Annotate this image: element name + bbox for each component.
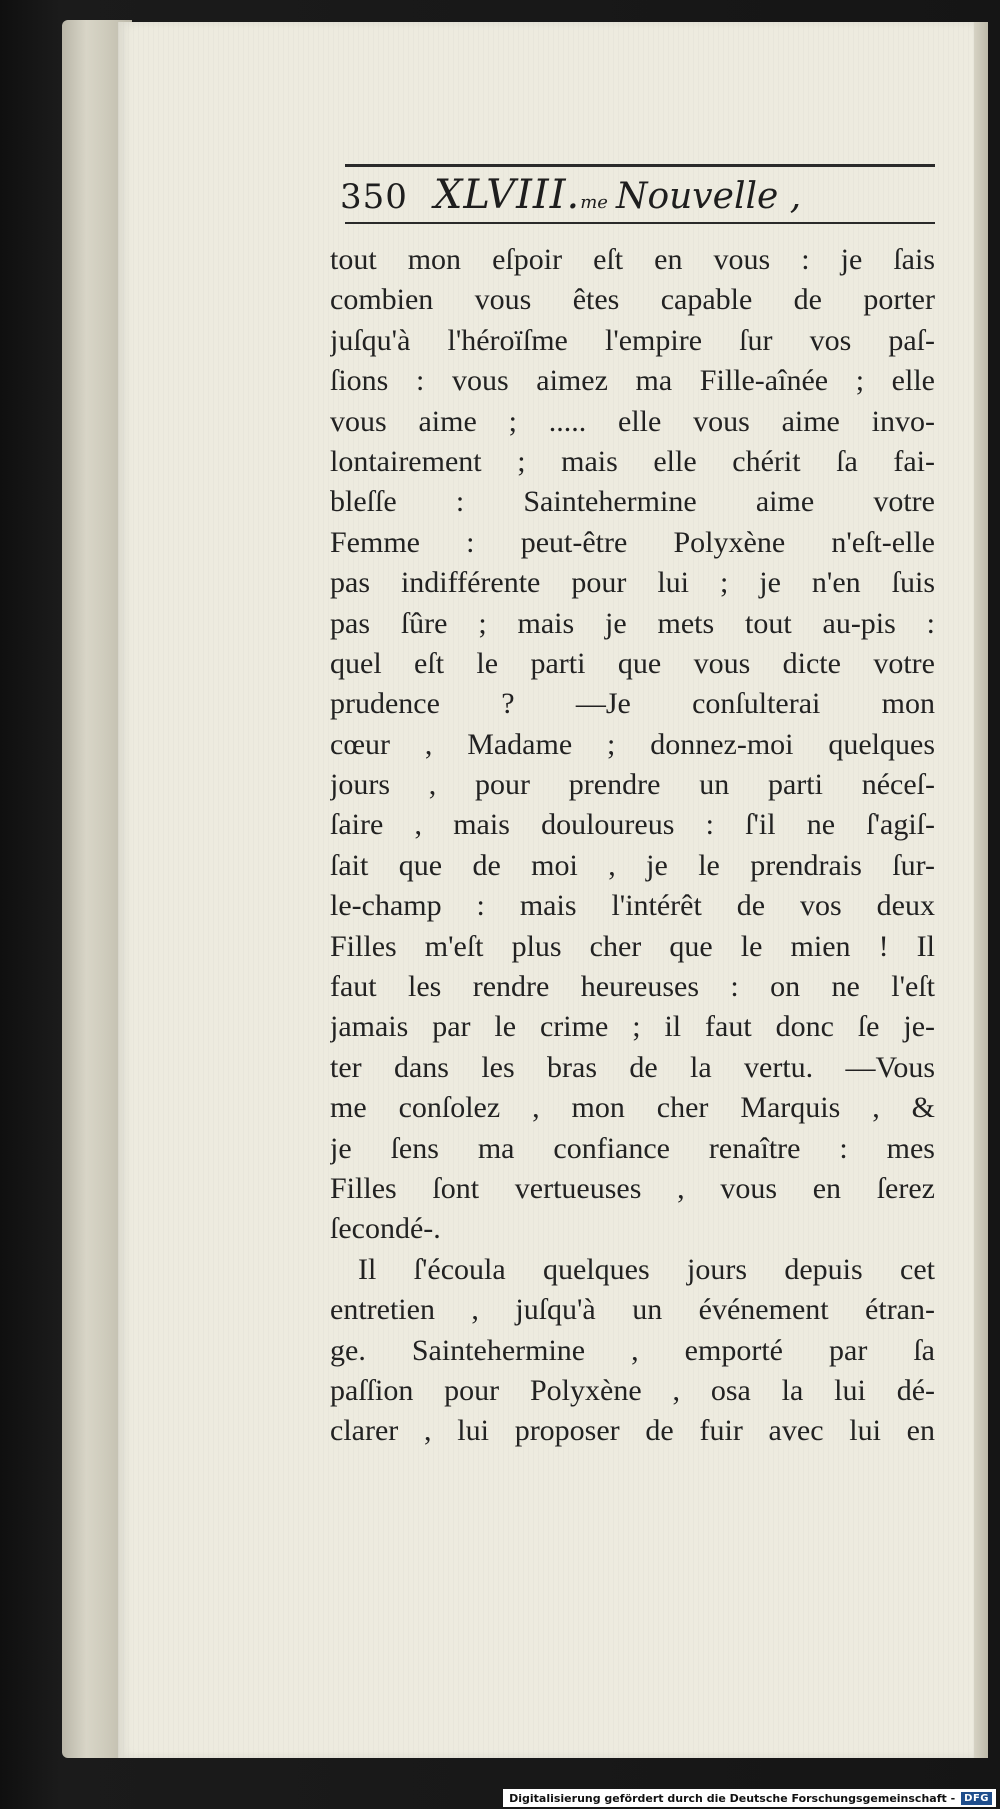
text-line: ge. Saintehermine , emporté par ſa — [330, 1333, 935, 1367]
text-line: vous aime ; ..... elle vous aime invo- — [330, 404, 935, 438]
running-subtitle: Nouvelle , — [615, 176, 802, 217]
text-line: bleſſe : Saintehermine aime votre — [330, 485, 935, 519]
text-line: pas ſûre ; mais je mets tout au-pis : — [330, 606, 935, 640]
running-title-superscript: me — [580, 192, 608, 213]
text-line: juſqu'à l'héroïſme l'empire ſur vos paſ- — [330, 323, 935, 357]
text-line: clarer , lui proposer de fuir avec lui en — [330, 1414, 935, 1448]
page-number: 350 — [340, 177, 408, 217]
digitization-footer — [503, 1789, 996, 1807]
text-line: cœur , Madame ; donnez-moi quelques — [330, 727, 935, 761]
body-text — [330, 240, 935, 1452]
text-line: tout mon eſpoir eſt en vous : je ſais — [330, 243, 935, 276]
running-head — [340, 172, 940, 222]
footer-credit: Digitalisierung gefördert durch die Deutsche Forschungsgemeinschaft - — [509, 1791, 956, 1805]
text-line: jours , pour prendre un parti néceſ- — [330, 768, 935, 802]
text-line: ſait que de moi , je le prendrais ſur- — [330, 848, 935, 882]
text-line: Filles m'eſt plus cher que le mien ! Il — [330, 929, 935, 963]
dfg-logo-icon: DFG — [961, 1792, 992, 1805]
page-right-edge — [974, 22, 988, 1758]
text-line: paſſion pour Polyxène , osa la lui dé- — [330, 1373, 935, 1407]
text-line: quel eſt le parti que vous dicte votre — [330, 646, 935, 680]
text-line: faut les rendre heureuses : on ne l'eſt — [330, 970, 935, 1004]
text-line: ſecondé-. — [330, 1212, 441, 1246]
text-line: combien vous êtes capable de porter — [330, 283, 935, 317]
text-line: me conſolez , mon cher Marquis , & — [330, 1091, 935, 1125]
text-line: Il ſ'écoula quelques jours depuis cet — [358, 1252, 935, 1286]
text-line: ſaire , mais douloureus : ſ'il ne ſ'agiſ- — [330, 808, 935, 842]
text-line: Filles ſont vertueuses , vous en ſerez — [330, 1171, 935, 1205]
text-line: ſions : vous aimez ma Fille-aînée ; elle — [330, 364, 935, 398]
text-line: lontairement ; mais elle chérit ſa fai- — [330, 444, 935, 478]
text-line: Femme : peut-être Polyxène n'eſt-elle — [330, 525, 935, 559]
text-line: le-champ : mais l'intérêt de vos deux — [330, 889, 935, 923]
text-line: ter dans les bras de la vertu. —Vous — [330, 1050, 935, 1084]
header-rule-top — [345, 164, 935, 167]
text-line: entretien , juſqu'à un événement étran- — [330, 1293, 935, 1327]
text-line: prudence ? —Je conſulterai mon — [330, 687, 935, 721]
running-title: XLVIII. — [433, 172, 581, 218]
text-line: jamais par le crime ; il faut donc ſe je- — [330, 1010, 935, 1044]
text-line: je ſens ma confiance renaître : mes — [330, 1131, 935, 1165]
text-line: pas indifférente pour lui ; je n'en ſuis — [330, 566, 935, 600]
header-rule-bottom — [345, 222, 935, 224]
